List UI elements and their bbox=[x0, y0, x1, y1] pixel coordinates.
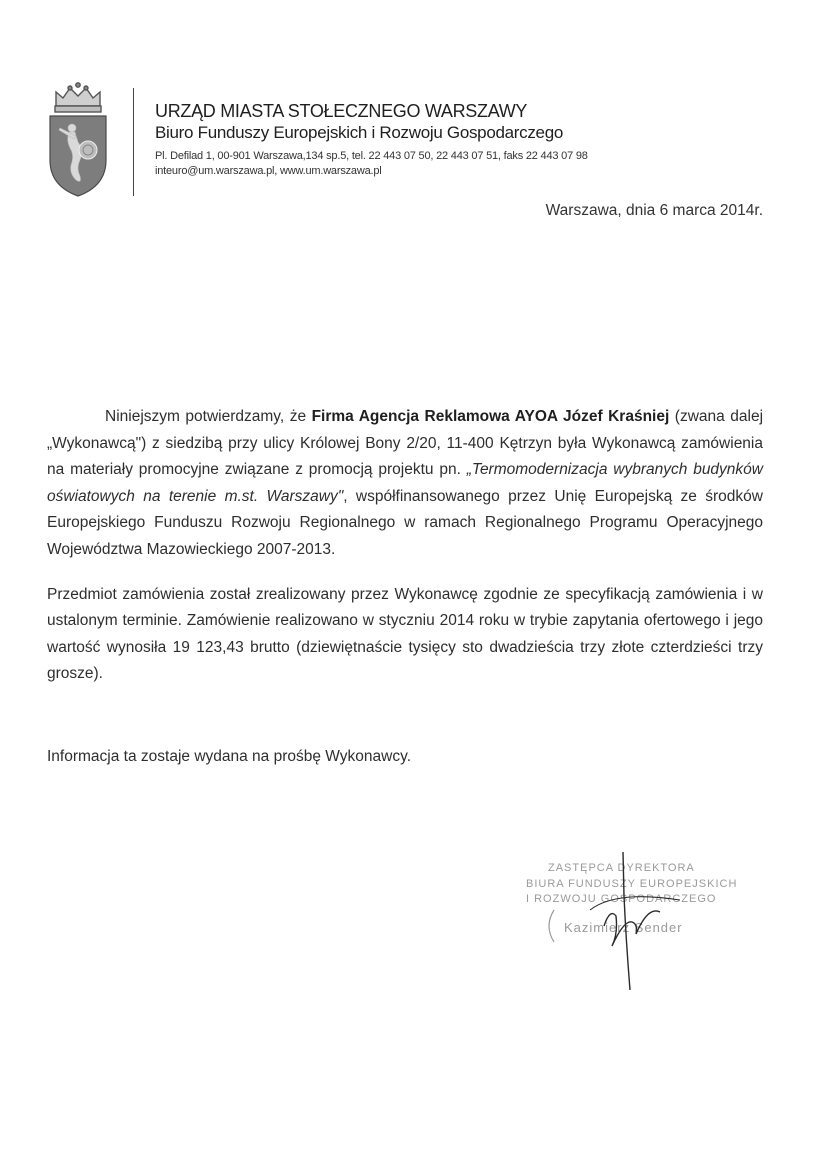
letter-body bbox=[47, 404, 763, 771]
paragraph-closing: Informacja ta zostaje wydana na prośbę Wykonawcy. bbox=[47, 747, 412, 765]
bureau-name: Biuro Funduszy Europejskich i Rozwoju Gospodarczego bbox=[155, 123, 564, 142]
stamp-line-3: I ROZWOJU GOSPODARCZEGO bbox=[526, 893, 717, 905]
letter-date: Warszawa, dnia 6 marca 2014r. bbox=[545, 202, 763, 219]
address-line: Pl. Defilad 1, 00-901 Warszawa,134 sp.5, tel. 22 443 07 50, 22 443 07 51, faks 22 443 07 98 bbox=[155, 150, 588, 162]
official-stamp bbox=[520, 850, 738, 1000]
p1-text-end: , współfinansowanego przez Unię Europejską ze środków Europejskiego Funduszu Rozwoju Regionalnego w ramach Regionalnego Programu Operacyjnego Województwa Mazowieckiego 2007-2013. bbox=[47, 487, 763, 558]
letterhead bbox=[155, 100, 775, 179]
office-title: URZĄD MIASTA STOŁECZNEGO WARSZAWY bbox=[155, 101, 528, 121]
header-divider bbox=[133, 88, 134, 196]
stamp-line-2: BIURA FUNDUSZY EUROPEJSKICH bbox=[526, 878, 738, 890]
company-name: Firma Agencja Reklamowa AYOA Józef Kraśniej bbox=[311, 408, 670, 425]
stamp-line-1: ZASTĘPCA DYREKTORA bbox=[548, 862, 695, 874]
handwritten-signature-icon bbox=[520, 850, 730, 1000]
contact-line: inteuro@um.warszawa.pl, www.um.warszawa.pl bbox=[155, 165, 382, 177]
warsaw-coat-of-arms-icon bbox=[46, 82, 110, 198]
p1-text-middle: (zwana dalej „Wykonawcą") z siedzibą przy ulicy Królowej Bony 2/20, 11-400 Kętrzyn była Wykonawcą zamówienia na materiały promocyjne związane z promocją projektu pn. bbox=[47, 408, 764, 479]
paragraph-order-details: Przedmiot zamówienia został zrealizowany przez Wykonawcę zgodnie ze specyfikacją zamówienia i w ustalonym terminie. Zamówienie realizowano w styczniu 2014 roku w trybie zapytania ofertowego i jego wartość wynosiła 19 123,43 brutto (dziewiętnaście tysięcy sto dwadzieścia trzy złote czterdzieści trzy grosze). bbox=[47, 585, 763, 683]
project-name: „Termomodernizacja wybranych budynków oświatowych na terenie m.st. Warszawy" bbox=[47, 461, 763, 505]
stamp-signatory-name: Kazimierz Sender bbox=[564, 920, 683, 935]
p1-text-start: Niniejszym potwierdzamy, że bbox=[105, 408, 312, 425]
paragraph-confirmation bbox=[47, 404, 763, 564]
